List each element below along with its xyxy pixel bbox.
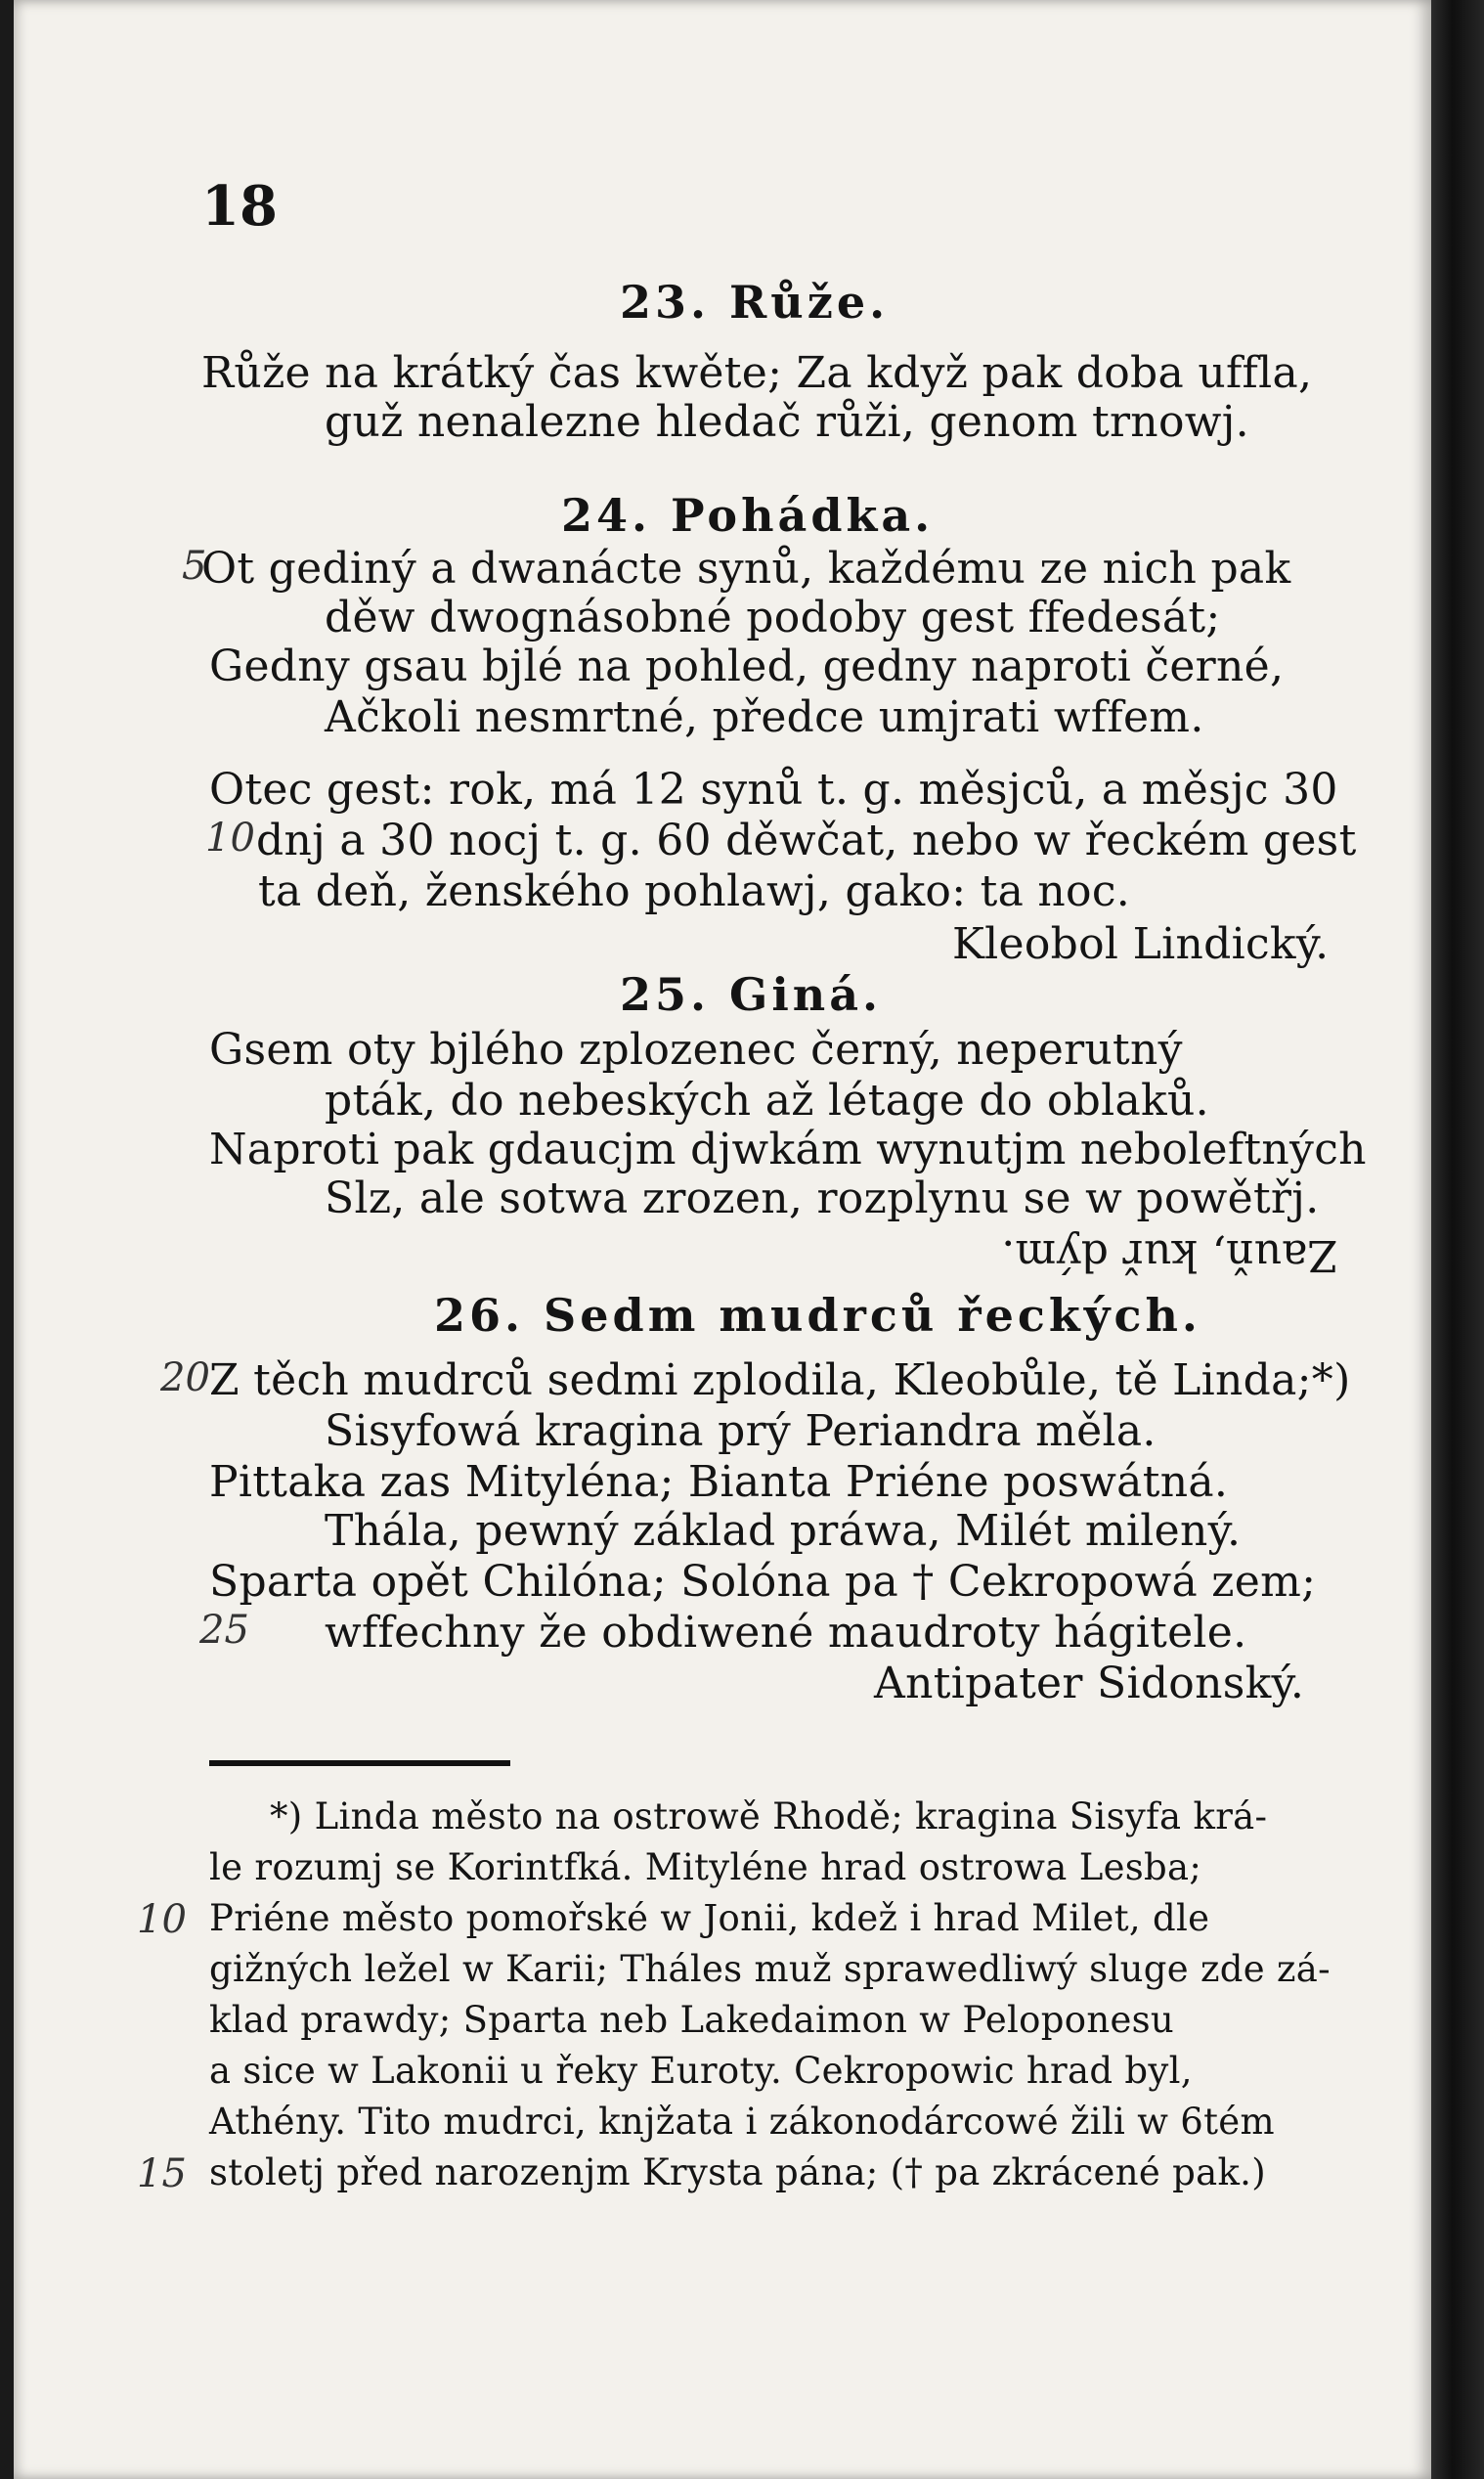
poem-24-line-7: ta deň, ženského pohlawj, gako: ta noc.	[258, 866, 1131, 916]
poem-25-line-2: pták, do nebeských až létage do oblaků.	[325, 1076, 1209, 1126]
margin-note-3: 20	[160, 1355, 210, 1400]
poem-26-line-4: Thála, pewný základ práwa, Milét milený.	[325, 1506, 1242, 1556]
poem-24-heading: 24. Pohádka.	[561, 489, 935, 542]
poem-26-line-3: Pittaka zas Mityléna; Bianta Priéne poswátná.	[209, 1457, 1229, 1507]
poem-24-attribution: Kleobol Lindický.	[952, 919, 1330, 969]
poem-26-line-2: Sisyfowá kragina prý Periandra měla.	[325, 1406, 1157, 1456]
poem-25-line-4: Slz, ale sotwa zrozen, rozplynu se w powětřj.	[325, 1173, 1320, 1223]
poem-25-answer	[1001, 1230, 1337, 1280]
margin-note-6: 15	[137, 2151, 187, 2196]
margin-note-2: 10	[205, 816, 255, 861]
footnote-line-4: gižných ležel w Karii; Tháles muž sprawedliwý sluge zde zá-	[209, 1948, 1331, 1990]
poem-26-line-6: wffechny že obdiwené maudroty hágitele.	[325, 1608, 1247, 1658]
poem-24-line-6: dnj a 30 nocj t. g. 60 děwčat, nebo w řeckém gest	[256, 816, 1357, 865]
poem-23-line-2: guž nenalezne hledač růži, genom trnowj.	[325, 397, 1249, 447]
poem-25-heading: 25. Giná.	[620, 968, 883, 1021]
poem-24-line-5: Otec gest: rok, má 12 synů t. g. měsjců, a měsjc 30	[209, 765, 1338, 815]
poem-24-line-1: Ot gediný a dwanácte synů, každému ze nich pak	[201, 544, 1291, 594]
footnote-line-7: Athény. Tito mudrci, knjžata i zákonodárcowé žili w 6tém	[209, 2101, 1275, 2143]
poem-26-line-5: Sparta opět Chilóna; Solóna pa † Cekropowá zem;	[209, 1557, 1317, 1607]
poem-23-line-1: Růže na krátký čas kwěte; Za když pak doba uffla,	[201, 348, 1313, 398]
poem-25-answer-inverted: Zauň, kuř dým.	[1001, 1230, 1338, 1280]
poem-23-heading: 23. Růže.	[620, 276, 890, 329]
page-number: 18	[201, 174, 278, 239]
poem-24-line-3: Gedny gsau bjlé na pohled, gedny naproti černé,	[209, 642, 1285, 691]
page-content	[14, 0, 1431, 2479]
footnote-line-8: stoletj před narozenjm Krysta pána; († pa zkrácené pak.)	[209, 2151, 1266, 2193]
footnote-line-3: Priéne město pomořské w Jonii, kdež i hrad Milet, dle	[209, 1897, 1210, 1939]
poem-25-line-1: Gsem oty bjlého zplozenec černý, neperutný	[209, 1025, 1183, 1075]
margin-note-5: 10	[137, 1897, 187, 1942]
margin-note-4: 25	[199, 1608, 249, 1653]
poem-26-line-1: Z těch mudrců sedmi zplodila, Kleobůle, tě Linda;*)	[209, 1355, 1351, 1405]
footnote-line-1: *) Linda město na ostrowě Rhodě; kragina Sisyfa krá-	[270, 1795, 1268, 1837]
book-page	[14, 0, 1431, 2479]
footnote-line-6: a sice w Lakonii u řeky Euroty. Cekropowic hrad byl,	[209, 2050, 1193, 2092]
poem-24-line-2: děw dwognásobné podoby gest ffedesát;	[325, 593, 1221, 642]
margin-note-1: 5	[182, 544, 207, 589]
footnote-line-5: klad prawdy; Sparta neb Lakedaimon w Peloponesu	[209, 1999, 1175, 2041]
binding-edge	[1431, 0, 1484, 2479]
poem-25-line-3: Naproti pak gdaucjm djwkám wynutjm neboleftných	[209, 1125, 1367, 1174]
footnote-rule	[209, 1760, 510, 1766]
poem-26-attribution: Antipater Sidonský.	[874, 1659, 1305, 1708]
poem-24-line-4: Ačkoli nesmrtné, předce umjrati wffem.	[325, 692, 1204, 742]
footnote-line-2: le rozumj se Korintfká. Mityléne hrad ostrowa Lesba;	[209, 1846, 1202, 1888]
poem-26-heading: 26. Sedm mudrců řeckých.	[434, 1289, 1201, 1342]
